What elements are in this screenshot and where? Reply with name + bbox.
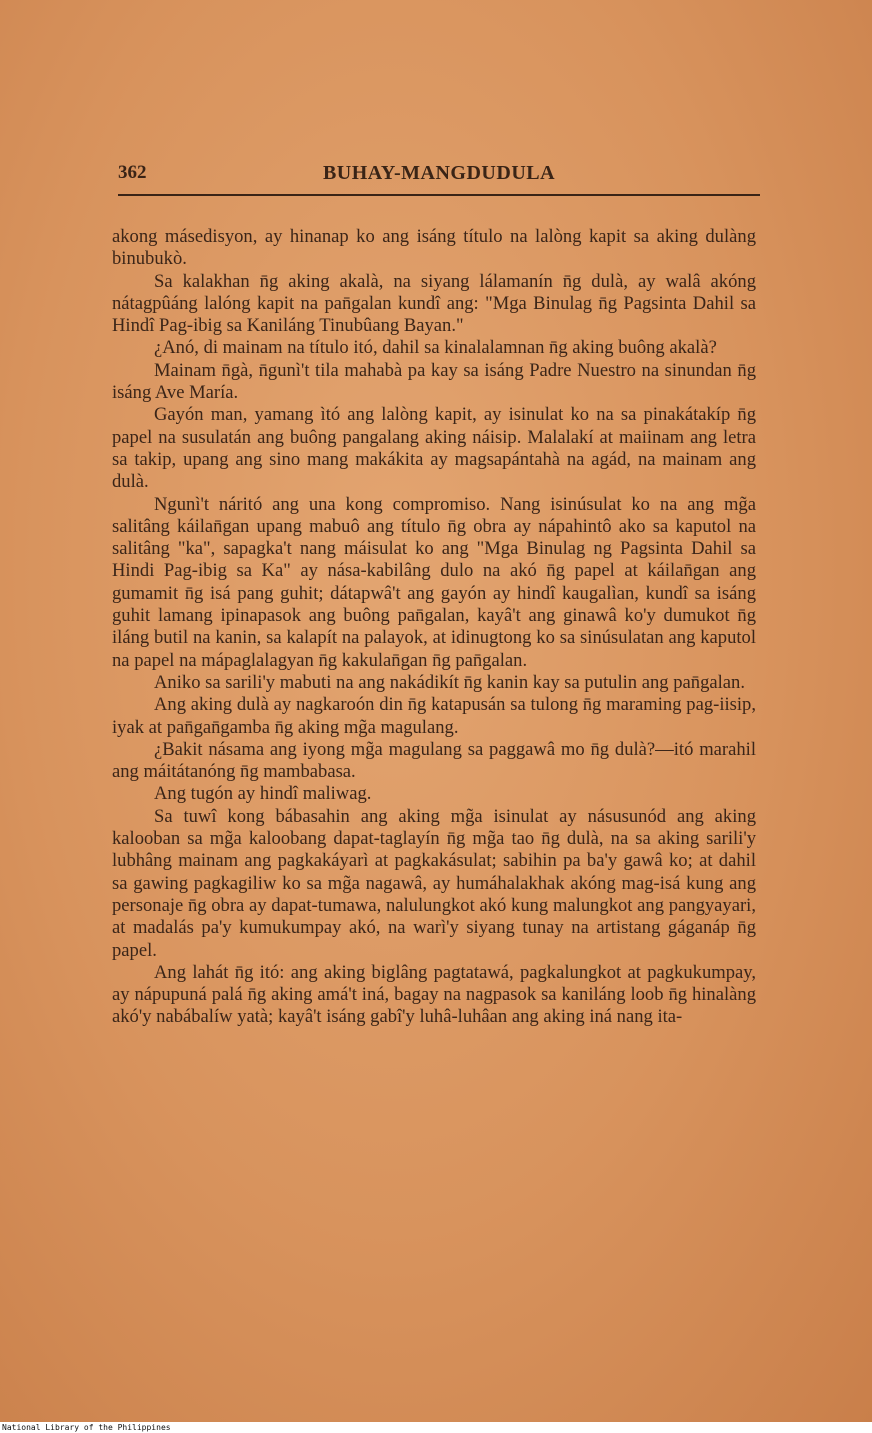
paragraph: Ang tugón ay hindî maliwag. xyxy=(154,783,372,805)
paragraph: Mainam n̄gà, n̄gunì't tila mahabà pa kay sa isáng Padre Nuestro na sinundan n̄g isáng Ave María. xyxy=(112,359,756,404)
paragraph: Aniko sa sarili'y mabuti na ang nakádikít n̄g kanin kay sa putulin ang pan̄galan. xyxy=(154,671,745,693)
paragraph: Ang lahát n̄g itó: ang aking biglâng pagtatawá, pagkalungkot at pagkukumpay, ay nápupuná palá n̄g aking amá't iná, bagay na nagpasok sa kaniláng loob n̄g hinalàng akó'y nabábalíw yatà; kayâ't isáng gabî'y luhâ-luhâan ang aking iná nang ita- xyxy=(112,961,756,1028)
footer-bar xyxy=(0,1422,872,1433)
paragraph: ¿Anó, di mainam na título itó, dahil sa kinalalamnan n̄g aking buông akalà? xyxy=(154,337,717,359)
paragraph: Gayón man, yamang ìtó ang lalòng kapit, ay isinulat ko na sa pinakátakíp n̄g papel na susulatán ang buông pangalang aking náisip. Malalakí at maiinam ang letra sa takip, upang ang sino mang makákita ay magsapántahà na agád, na mainam ang dulà. xyxy=(112,404,756,493)
page-number: 362 xyxy=(118,162,147,183)
running-title: BUHAY-MANGDUDULA xyxy=(322,162,556,184)
paragraph: Ang aking dulà ay nagkaroón din n̄g katapusán sa tulong n̄g maraming pag-iisip, iyak at pan̄gan̄gamba n̄g aking mg̃a magulang. xyxy=(112,694,756,738)
page-header xyxy=(118,160,760,196)
paragraph: Sa tuwî kong bábasahin ang aking mg̃a isinulat ay násusunód ang aking kalooban sa mg̃a kaloobang dapat-taglayín n̄g mg̃a tao n̄g dulà, na sa aking sarili'y lubhâng mainam ang pagkakáyarì at pagkakásulat; sabihin pa ba'y gawâ ko; at dahil sa gawing pagkagiliw ko sa mg̃a nagawâ, ay humáhalakhak akóng mag-isá kung ang personaje n̄g obra ay dapat-tumawa, nalulungkot akó kung malungkot ang pangyayari, at madalás pa'y kumukumpay akó, na warì'y siyang tunay na artistang gáganáp n̄g papel. xyxy=(112,805,756,961)
library-credit: National Library of the Philippines xyxy=(2,1423,171,1432)
paragraph: akong másedisyon, ay hinanap ko ang isáng título na lalòng kapit sa aking dulàng binubukò. xyxy=(112,226,756,270)
paragraph: Ngunì't náritó ang una kong compromiso. Nang isinúsulat ko na ang mg̃a salitâng káilan̄gan upang mabuô ang título n̄g obra ay nápahintô ako sa kaputol na salitâng "ka", sapagka't nang máisulat ko ang "Mga Binulag ng Pagsinta Dahil sa Hindi Pag-ibig sa Ka" ay nása-kabilâng dulo na akó n̄g papel at káilan̄gan ang gumamit n̄g isá pang guhit; dátapwâ't ang gayón ay hindî kaugalìan, kundî sa isáng guhit lamang ipinapasok ang buông pan̄galan, kayâ't ang ginawâ ko'y dumukot n̄g iláng butil na kanin, sa kalapít na palayok, at idinugtong ko sa sinúsulatan ang kaputol na papel na mápaglalagyan n̄g kakulan̄gan n̄g pan̄galan. xyxy=(112,493,756,671)
body-text xyxy=(112,226,756,1029)
paragraph: ¿Bakit násama ang iyong mg̃a magulang sa paggawâ mo n̄g dulà?—itó marahil ang máitátanóng n̄g mambabasa. xyxy=(112,738,756,783)
paragraph: Sa kalakhan n̄g aking akalà, na siyang lálamanín n̄g dulà, ay walâ akóng nátagpûáng lalóng kapit na pan̄galan kundî ang: "Mga Binulag n̄g Pagsinta Dahil sa Hindî Pag-ibig sa Kaniláng Tinubûang Bayan." xyxy=(112,270,756,337)
